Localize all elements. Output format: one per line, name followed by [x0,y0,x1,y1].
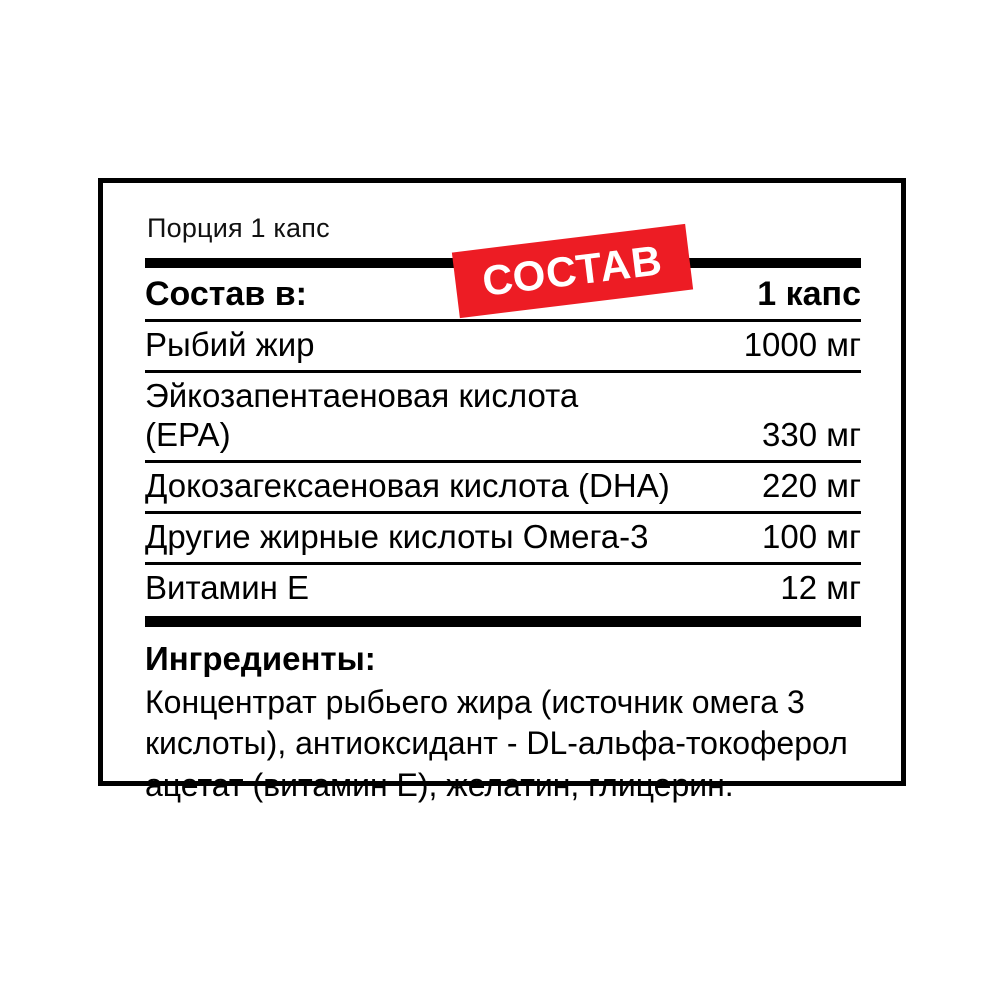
supplement-facts-table [145,258,861,627]
row-name-cell: Другие жирные кислоты Омега-3 [145,512,671,563]
header-amount-cell: 1 капс [671,263,861,321]
row-name-cell: Эйкозапентаеновая кислота (EPA) [145,372,671,462]
row-amount-cell: 220 мг [671,461,861,512]
table-row [145,461,861,512]
row-amount-cell: 1000 мг [671,321,861,372]
table-row [145,512,861,563]
header-name-cell: Состав в: [145,263,671,321]
table-row [145,372,861,462]
ingredients-title: Ингредиенты: [145,639,376,677]
row-name-cell: Рыбий жир [145,321,671,372]
row-amount-cell: 100 мг [671,512,861,563]
ingredients-text: Концентрат рыбьего жира (источник омега 3 кислоты), антиоксидант - DL-альфа-токоферол ацетат (витамин E), желатин, глицерин. [145,683,848,803]
serving-size-text: Порция 1 капс [147,213,330,243]
composition-stamp-label: СОСТАВ [479,236,666,305]
row-amount-cell: 330 мг [671,372,861,462]
row-name-cell: Докозагексаеновая кислота (DHA) [145,461,671,512]
row-name-cell: Витамин E [145,563,671,621]
table-row [145,563,861,621]
row-amount-cell: 12 мг [671,563,861,621]
table-row [145,321,861,372]
